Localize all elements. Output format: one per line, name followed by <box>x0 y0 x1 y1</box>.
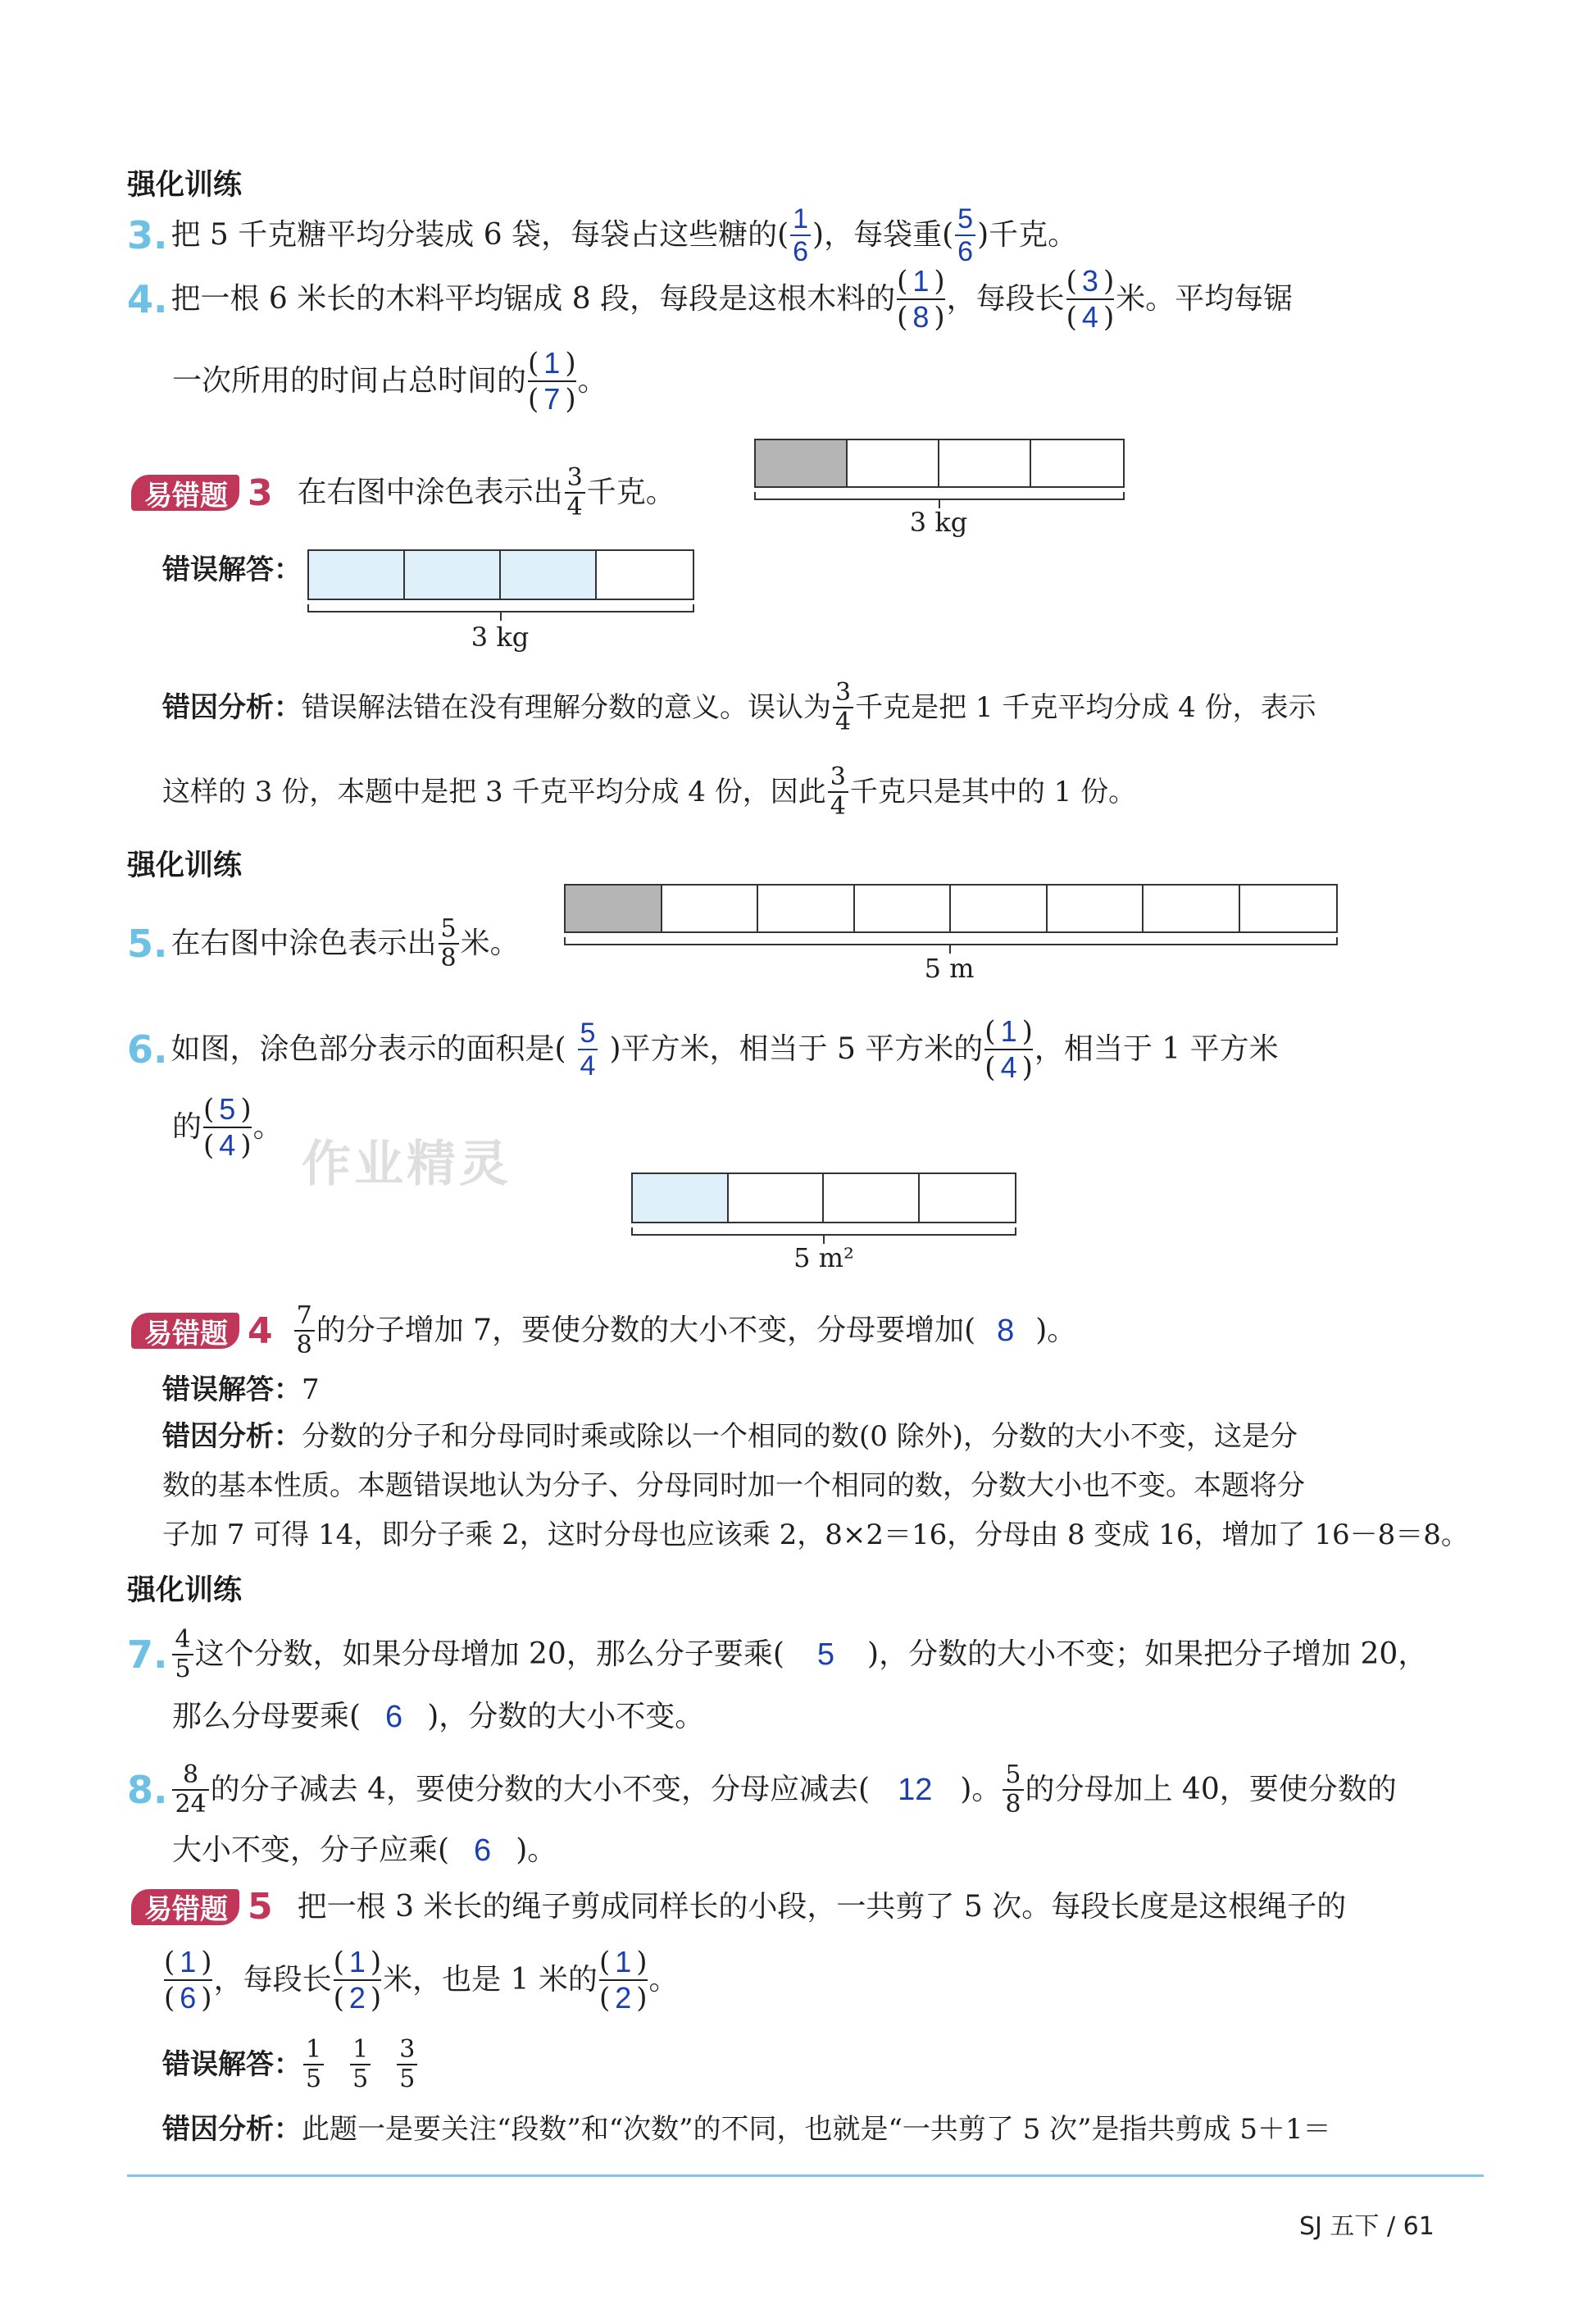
shaded-cell <box>309 551 405 599</box>
question-text: )。 <box>1035 1314 1077 1347</box>
fraction: $\frac{4}{5}$ <box>172 1628 193 1682</box>
diagram-label: 5 m² <box>793 1242 854 1273</box>
area-diagram-5m2 <box>631 1172 1016 1223</box>
question-text: 一次所用的时间占总时间的 <box>172 364 527 398</box>
question-text: 把一根 3 米长的绳子剪成同样长的小段，一共剪了 5 次。每段长度是这根绳子的 <box>297 1889 1347 1924</box>
analysis-label: 错因分析： <box>162 2113 302 2146</box>
question-number: 8. <box>127 1768 168 1812</box>
question-text: 。 <box>648 1963 679 1997</box>
empty-cell <box>951 886 1048 931</box>
diagram-label: 3 kg <box>471 622 530 653</box>
fraction: $\frac{5}{8}$ <box>1003 1763 1023 1817</box>
error-prone-3 <box>131 463 675 521</box>
question-text: )平方米，相当于 5 平方米的 <box>609 1032 984 1066</box>
error-analysis-4 <box>162 1420 1298 1453</box>
question-text: )，每袋重( <box>812 218 954 252</box>
analysis-text: 千克是把 1 千克平均分成 4 份，表示 <box>855 691 1316 724</box>
section-heading: 强化训练 <box>127 849 243 882</box>
fraction: $\frac{7}{8}$ <box>294 1304 315 1358</box>
question-text: 在右图中涂色表示出 <box>297 476 563 509</box>
answer-fraction: $\frac{1}{6}$ <box>790 205 811 266</box>
question-text: 的 <box>172 1110 202 1144</box>
answer-fraction: ( 1 ) ( 2 ) <box>598 1945 648 2015</box>
fraction: $\frac{3}{4}$ <box>828 765 848 819</box>
question-text: )。 <box>516 1833 557 1867</box>
answer-fraction: ( 1 ) ( 4 ) <box>984 1014 1033 1084</box>
error-prone-badge: 易错题 <box>131 1889 239 1925</box>
question-text: 大小不变，分子应乘( <box>172 1833 450 1867</box>
question-text: ，相当于 1 平方米 <box>1034 1032 1279 1066</box>
answer-fraction: ( 1 ) ( 6 ) <box>164 1945 212 2015</box>
answer: 6 <box>385 1700 403 1734</box>
wrong-answer-value: 7 <box>302 1373 320 1406</box>
question-7 <box>127 1625 1428 1683</box>
fraction: $\frac{3}{4}$ <box>833 681 853 735</box>
answer: 6 <box>474 1833 492 1868</box>
bar-diagram-3kg <box>754 439 1125 488</box>
empty-cell <box>729 1174 825 1222</box>
error-prone-number: 5 <box>248 1886 273 1928</box>
answer: 5 <box>816 1637 835 1672</box>
error-prone-4 <box>131 1301 1077 1359</box>
question-number: 7. <box>127 1632 168 1677</box>
error-prone-number: 3 <box>248 471 273 514</box>
shaded-cell <box>633 1174 729 1222</box>
bar-diagram-5m <box>564 884 1338 933</box>
wrong-answer-label: 错误解答： <box>162 553 302 586</box>
question-text: 的分子减去 4，要使分数的大小不变，分母应减去( <box>210 1773 871 1806</box>
question-8 <box>127 1760 1397 1819</box>
question-6 <box>127 1014 1279 1084</box>
analysis-label: 错因分析： <box>162 691 302 724</box>
empty-cell <box>939 440 1031 486</box>
question-number: 3. <box>127 213 168 257</box>
analysis-label: 错因分析： <box>162 1420 302 1453</box>
question-8-cont <box>172 1835 557 1866</box>
empty-cell <box>1144 886 1240 931</box>
empty-cell <box>1048 886 1144 931</box>
wrong-bar-diagram <box>307 549 694 600</box>
brace <box>307 604 694 612</box>
analysis-text: 千克只是其中的 1 份。 <box>849 776 1137 808</box>
question-text: 这个分数，如果分母增加 20，那么分子要乘( <box>194 1637 784 1671</box>
brace <box>754 492 1125 500</box>
question-text: 米。 <box>460 927 520 960</box>
question-text: 把 5 千克糖平均分装成 6 袋，每袋占这些糖的( <box>171 218 789 252</box>
wrong-answer-label: 错误解答： <box>162 1373 302 1406</box>
analysis-text: 此题一是要关注“段数”和“次数”的不同，也就是“一共剪了 5 次”是指共剪成 5＋1＝ <box>302 2113 1331 2146</box>
fraction: $\frac{1}{5}$ <box>303 2038 324 2092</box>
question-text: 在右图中涂色表示出 <box>171 927 437 960</box>
fraction: $\frac{8}{24}$ <box>172 1763 208 1817</box>
question-text: 。 <box>577 364 607 398</box>
shaded-cell <box>405 551 501 599</box>
question-text: ，每段长 <box>213 1963 332 1997</box>
diagram-label: 5 m <box>924 953 975 984</box>
footer-divider <box>127 2174 1484 2177</box>
fraction: $\frac{3}{4}$ <box>565 466 585 520</box>
question-text: 那么分母要乘( <box>172 1700 361 1733</box>
analysis-text: 这样的 3 份，本题中是把 3 千克平均分成 4 份，因此 <box>162 776 826 808</box>
question-number: 5. <box>127 922 168 966</box>
empty-cell <box>662 886 759 931</box>
answer-fraction: ( 3 ) ( 4 ) <box>1066 264 1115 334</box>
question-text: )。 <box>960 1773 1002 1806</box>
page-number: SJ 五下 / 61 <box>1299 2212 1435 2241</box>
question-text: )千克。 <box>977 218 1078 252</box>
fraction: $\frac{1}{5}$ <box>350 2038 371 2092</box>
empty-cell <box>1240 886 1337 931</box>
analysis-text: 子加 7 可得 14，即分子乘 2，这时分母也应该乘 2，8×2＝16，分母由 8 变成 16，增加了 16－8＝8。 <box>162 1519 1469 1551</box>
error-analysis-5 <box>162 2113 1331 2146</box>
empty-cell <box>758 886 855 931</box>
answer-fraction: ( 1 ) ( 8 ) <box>897 264 945 334</box>
error-analysis-3 <box>162 678 1316 736</box>
analysis-text: 数的基本性质。本题错误地认为分子、分母同时加一个相同的数，分数大小也不变。本题将分 <box>162 1469 1305 1502</box>
answer-fraction: $\frac{5}{6}$ <box>955 205 975 266</box>
fraction: $\frac{5}{8}$ <box>439 917 459 971</box>
question-text: 的分子增加 7，要使分数的大小不变，分母要增加( <box>316 1314 976 1347</box>
question-number: 4. <box>127 277 168 321</box>
question-4-cont <box>172 348 607 414</box>
brace <box>631 1227 1016 1236</box>
answer-fraction: ( 5 ) ( 4 ) <box>203 1092 252 1162</box>
error-prone-badge: 易错题 <box>131 475 239 511</box>
analysis-text: 分数的分子和分母同时乘或除以一个相同的数(0 除外)，分数的大小不变，这是分 <box>302 1420 1298 1453</box>
error-prone-5 <box>131 1886 1346 1928</box>
question-text: 米。平均每锯 <box>1116 282 1294 316</box>
section-heading: 强化训练 <box>127 1574 243 1607</box>
empty-cell <box>824 1174 920 1222</box>
question-5 <box>127 914 520 972</box>
error-prone-number: 4 <box>248 1309 273 1352</box>
answer-fraction: $\frac{5}{4}$ <box>578 1019 598 1080</box>
answer: 8 <box>997 1313 1015 1348</box>
empty-cell <box>848 440 939 486</box>
shaded-cell <box>501 551 597 599</box>
question-text: 米，也是 1 米的 <box>383 1963 598 1997</box>
section-heading: 强化训练 <box>127 169 243 202</box>
empty-cell <box>1031 440 1123 486</box>
wrong-answer-label: 错误解答： <box>162 2048 302 2081</box>
shaded-cell <box>756 440 848 486</box>
question-7-cont <box>172 1701 704 1733</box>
wrong-answer-4 <box>162 1373 320 1406</box>
answer: 12 <box>898 1773 933 1807</box>
question-number: 6. <box>127 1027 168 1072</box>
answer-fraction: ( 1 ) ( 2 ) <box>333 1945 382 2015</box>
question-text: 如图，涂色部分表示的面积是( <box>171 1032 566 1066</box>
question-text: 。 <box>252 1110 283 1144</box>
question-text: )，分数的大小不变；如果把分子增加 20， <box>867 1637 1428 1671</box>
analysis-text: 错误解法错在没有理解分数的意义。误认为 <box>302 691 831 724</box>
question-text: 把一根 6 米长的木料平均锯成 8 段，每段是这根木料的 <box>171 282 896 316</box>
empty-cell <box>597 551 693 599</box>
wrong-answer-5 <box>162 2035 419 2093</box>
error-prone-5-cont <box>162 1947 679 2013</box>
question-3 <box>127 205 1077 266</box>
empty-cell <box>855 886 952 931</box>
question-text: 千克。 <box>586 476 675 509</box>
shaded-cell <box>566 886 662 931</box>
error-analysis-3-cont <box>162 765 1136 819</box>
watermark: 作业精灵 <box>302 1136 512 1193</box>
brace <box>564 937 1338 945</box>
question-6-cont <box>172 1092 283 1162</box>
fraction: $\frac{3}{5}$ <box>397 2038 417 2092</box>
empty-cell <box>920 1174 1016 1222</box>
error-prone-badge: 易错题 <box>131 1313 239 1349</box>
question-4 <box>127 266 1293 332</box>
question-text: ，每段长 <box>946 282 1065 316</box>
diagram-label: 3 kg <box>909 507 968 538</box>
answer-fraction: ( 1 ) ( 7 ) <box>528 346 576 416</box>
question-text: 的分母加上 40，要使分数的 <box>1025 1773 1397 1806</box>
question-text: )，分数的大小不变。 <box>427 1700 705 1733</box>
